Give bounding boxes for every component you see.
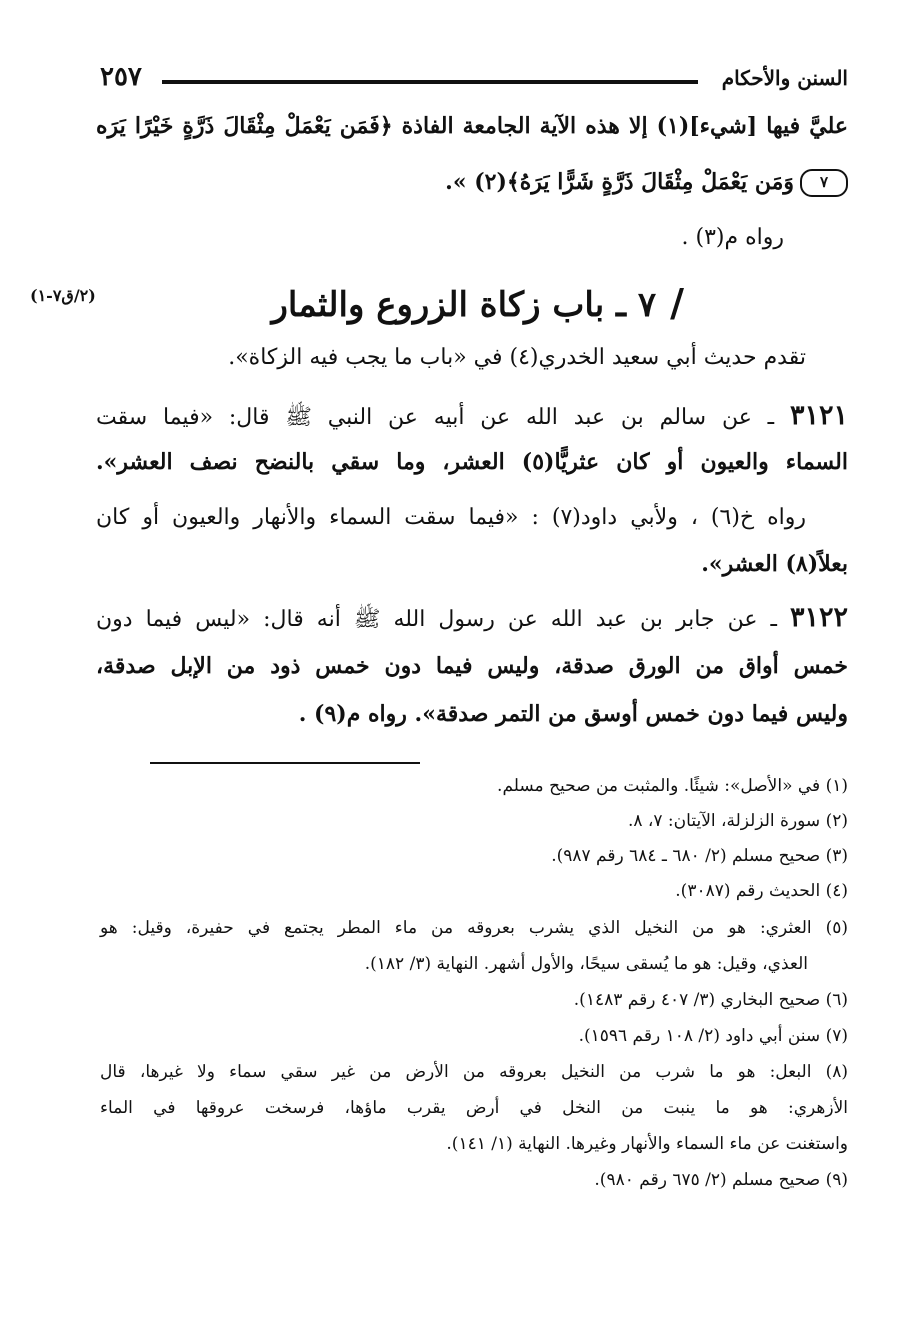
- footnote-1: (١) في «الأصل»: شيئًا. والمثبت من صحيح مسلم.: [497, 776, 848, 796]
- hadith-number: ٣١٢٢: [789, 602, 848, 633]
- header-title: السنن والأحكام: [721, 66, 848, 90]
- ayah-number-mark: ٧: [800, 169, 848, 197]
- footnote-8-line-3: واستغنت عن ماء السماء والأنهار وغيرها. النهاية (١/ ١٤١).: [446, 1134, 848, 1154]
- footnote-8-line-1: (٨) البعل: هو ما شرب من النخيل بعروقه من الأرض من غير سقي سماء ولا غيرها، قال: [100, 1062, 848, 1082]
- top-line-2: [96, 160, 848, 204]
- footnote-2: (٢) سورة الزلزلة، الآيتان: ٧، ٨.: [627, 811, 848, 831]
- top-line-2-text: وَمَن يَعْمَلْ مِثْقَالَ ذَرَّةٍ شَرًّا يَرَهُ﴾(٢) ».: [445, 169, 794, 195]
- hadith-3121-text-1: ـ عن سالم بن عبد الله عن أبيه عن النبي ﷺ قال: «فيما سقت: [96, 405, 790, 430]
- chapter-slash: /: [670, 280, 684, 325]
- running-header: [100, 62, 848, 100]
- chapter-heading: [271, 278, 684, 330]
- footnote-4: (٤) الحديث رقم (٣٠٨٧).: [675, 881, 848, 901]
- footnote-3: (٣) صحيح مسلم (٢/ ٦٨٠ ـ ٦٨٤ رقم ٩٨٧).: [551, 846, 848, 866]
- hadith-3122-line-3: وليس فيما دون خمس أوسق من التمر صدقة». رواه م(٩) .: [298, 701, 848, 727]
- hadith-number: ٣١٢١: [789, 400, 848, 431]
- page-number: ٢٥٧: [100, 62, 142, 92]
- footnote-5-line-2: [100, 948, 848, 981]
- hadith-3121-line-2: السماء والعيون أو كان عثريًّا(٥) العشر، وما سقي بالنضح نصف العشر».: [96, 449, 848, 475]
- header-rule: [162, 80, 698, 84]
- hadith-3121-line-3: رواه خ(٦) ، ولأبي داود(٧) : «فيما سقت السماء والأنهار والعيون أو كان: [96, 505, 806, 530]
- top-line-3: رواه م(٣) .: [681, 225, 784, 250]
- hadith-3122-text-1: ـ عن جابر بن عبد الله عن رسول الله ﷺ أنه قال: «ليس فيما دون: [96, 607, 790, 632]
- footnote-6: (٦) صحيح البخاري (٣/ ٤٠٧ رقم ١٤٨٣).: [573, 990, 848, 1010]
- footnote-9: (٩) صحيح مسلم (٢/ ٦٧٥ رقم ٩٨٠).: [594, 1170, 848, 1190]
- hadith-3122-line-1: [96, 596, 848, 642]
- footnote-8-line-2: الأزهري: هو ما ينبت من النخل في أرض يقرب ماؤها، فرسخت عروقها في الماء: [100, 1098, 848, 1118]
- hadith-3121-line-4: بعلاً(٨) العشر».: [701, 551, 848, 577]
- chapter-title: ٧ ـ باب زكاة الزروع والثمار: [271, 285, 657, 325]
- hadith-3122-line-2: خمس أواق من الورق صدقة، وليس فيما دون خمس ذود من الإبل صدقة،: [96, 653, 848, 679]
- top-line-1: عليَّ فيها [شيء](١) إلا هذه الآية الجامعة الفاذة ﴿فَمَن يَعْمَلْ مِثْقَالَ ذَرَّةٍ خَيْرًا يَرَه: [96, 113, 848, 139]
- footnote-5-line-1: (٥) العثري: هو من النخيل الذي يشرب بعروقه من ماء المطر يجتمع في حفيرة، وقيل: هو: [100, 918, 848, 938]
- footnote-5-continuation: العذي، وقيل: هو ما يُسقى سيحًا، والأول أشهر. النهاية (٣/ ١٨٢).: [364, 954, 808, 974]
- hadith-3121-line-1: [96, 394, 848, 440]
- footnote-7: (٧) سنن أبي داود (٢/ ١٠٨ رقم ١٥٩٦).: [578, 1026, 848, 1046]
- footnote-separator: [150, 762, 420, 764]
- intro-line: تقدم حديث أبي سعيد الخدري(٤) في «باب ما يجب فيه الزكاة».: [228, 345, 806, 370]
- chapter-manuscript-ref: (٢/ق٧-١): [30, 286, 96, 305]
